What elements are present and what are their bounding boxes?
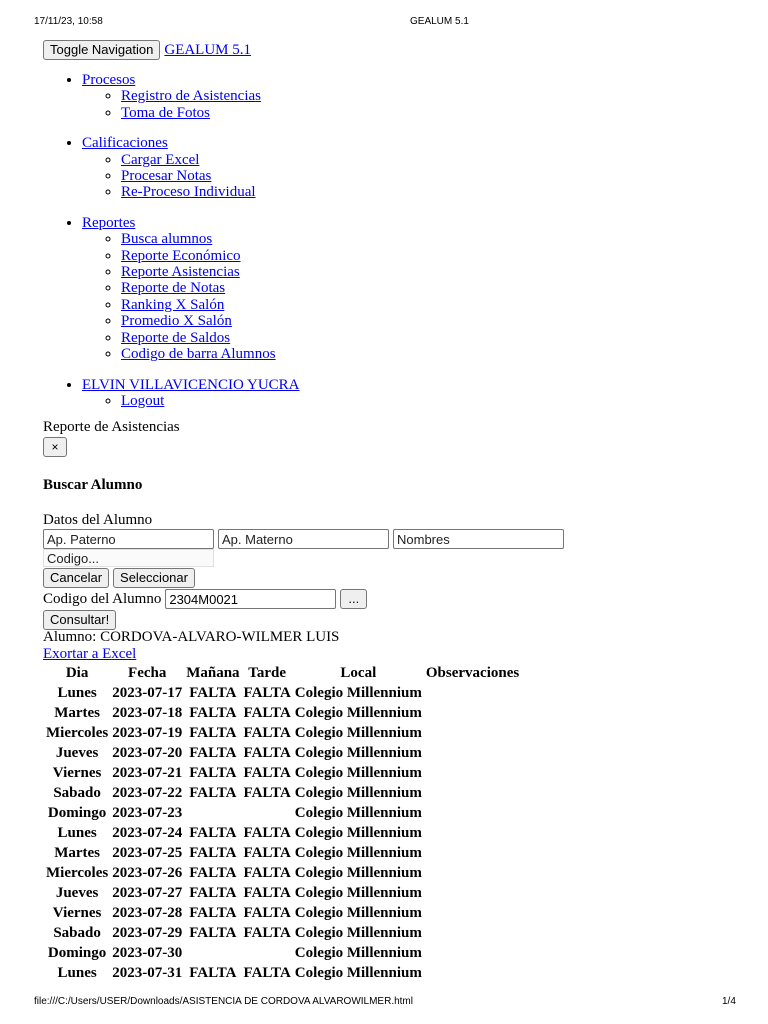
table-cell: Lunes (57, 964, 97, 981)
table-cell: FALTA (189, 864, 237, 881)
table-cell: Sabado (53, 784, 101, 801)
table-cell (184, 943, 241, 963)
table-cell: FALTA (243, 844, 291, 861)
table-row (44, 943, 521, 963)
table-cell: FALTA (243, 904, 291, 921)
column-header: Mañana (186, 664, 240, 681)
table-cell: Viernes (52, 904, 102, 921)
menu-item-cargar-excel[interactable]: Cargar Excel (121, 151, 200, 168)
table-cell: Colegio Millennium (294, 784, 422, 801)
menu-link-reportes[interactable]: Reportes (82, 214, 136, 231)
table-cell: Colegio Millennium (294, 804, 422, 821)
menu-item-promedio-salon[interactable]: Promedio X Salón (121, 313, 232, 330)
table-cell: Martes (54, 704, 100, 721)
menu-link-calificaciones[interactable]: Calificaciones (82, 135, 168, 152)
table-cell: Lunes (57, 684, 97, 701)
table-cell: FALTA (243, 764, 291, 781)
materno-input[interactable] (218, 529, 389, 549)
table-row (44, 743, 521, 763)
table-cell: 2023-07-20 (112, 744, 183, 761)
codigo-input[interactable] (165, 589, 336, 609)
menu-item-registro-asistencias[interactable]: Registro de Asistencias (121, 88, 261, 105)
table-cell (424, 863, 521, 883)
table-row (44, 823, 521, 843)
select-button[interactable]: Seleccionar (113, 568, 195, 588)
table-cell: Miercoles (46, 724, 109, 741)
table-row (44, 843, 521, 863)
menu-user (82, 377, 743, 410)
search-inputs (43, 529, 743, 549)
table-cell: 2023-07-28 (112, 904, 183, 921)
table-cell: Colegio Millennium (294, 964, 422, 981)
table-cell (242, 803, 293, 823)
table-cell (184, 803, 241, 823)
table-cell: 2023-07-22 (112, 784, 183, 801)
table-cell: Colegio Millennium (294, 924, 422, 941)
navbar (43, 40, 743, 60)
table-cell (424, 883, 521, 903)
submenu-reportes (82, 231, 743, 362)
more-button[interactable]: ... (340, 589, 367, 609)
page-content (43, 40, 743, 983)
submenu-calificaciones (82, 152, 743, 201)
table-cell: FALTA (189, 964, 237, 981)
menu-link-procesos[interactable]: Procesos (82, 72, 136, 88)
table-cell: Colegio Millennium (294, 824, 422, 841)
cancel-button[interactable]: Cancelar (43, 568, 109, 588)
menu-item-procesar-notas[interactable]: Procesar Notas (121, 168, 212, 185)
menu-item-reporte-economico[interactable]: Reporte Económico (121, 247, 241, 264)
table-cell: FALTA (243, 744, 291, 761)
table-cell (424, 923, 521, 943)
menu-calificaciones (82, 135, 743, 201)
table-cell: FALTA (243, 864, 291, 881)
menu-item-ranking-salon[interactable]: Ranking X Salón (121, 296, 225, 313)
close-button[interactable]: × (43, 437, 67, 457)
table-row (44, 683, 521, 703)
table-cell: 2023-07-21 (112, 764, 183, 781)
menu-item-toma-fotos[interactable]: Toma de Fotos (121, 104, 210, 121)
table-cell: Domingo (47, 944, 107, 961)
table-cell: 2023-07-25 (112, 844, 183, 861)
consultar-button[interactable]: Consultar! (43, 610, 116, 630)
table-cell (424, 783, 521, 803)
table-cell: Colegio Millennium (294, 744, 422, 761)
table-cell: FALTA (243, 684, 291, 701)
search-buttons (43, 568, 743, 588)
menu-item-logout[interactable]: Logout (121, 392, 165, 409)
table-cell (424, 703, 521, 723)
print-path: file:///C:/Users/USER/Downloads/ASISTENCIA DE CORDOVA ALVAROWILMER.html (34, 996, 413, 1007)
buscar-alumno-title: Buscar Alumno (43, 477, 143, 494)
table-cell: FALTA (189, 744, 237, 761)
column-header: Tarde (248, 664, 287, 681)
table-cell: 2023-07-29 (112, 924, 183, 941)
table-cell: 2023-07-23 (112, 804, 183, 821)
paterno-input[interactable] (43, 529, 214, 549)
table-cell: Colegio Millennium (294, 884, 422, 901)
table-cell: FALTA (189, 884, 237, 901)
table-row (44, 703, 521, 723)
table-cell: FALTA (189, 684, 237, 701)
toggle-navigation-button[interactable]: Toggle Navigation (43, 40, 160, 60)
table-cell (424, 723, 521, 743)
table-cell: Jueves (55, 744, 99, 761)
table-cell (424, 823, 521, 843)
submenu-user (82, 393, 743, 409)
table-cell: Colegio Millennium (294, 844, 422, 861)
table-cell: 2023-07-18 (112, 704, 183, 721)
table-cell: 2023-07-26 (112, 864, 183, 881)
table-cell: FALTA (243, 824, 291, 841)
column-header: Dia (65, 664, 89, 681)
table-cell (424, 903, 521, 923)
table-cell: 2023-07-30 (112, 944, 183, 961)
table-row (44, 723, 521, 743)
table-cell: Colegio Millennium (294, 684, 422, 701)
table-row (44, 923, 521, 943)
table-cell: Colegio Millennium (294, 764, 422, 781)
table-cell: FALTA (243, 884, 291, 901)
table-cell: Colegio Millennium (294, 724, 422, 741)
table-cell: FALTA (189, 824, 237, 841)
table-cell: 2023-07-27 (112, 884, 183, 901)
table-cell: FALTA (189, 904, 237, 921)
table-cell: Sabado (53, 924, 101, 941)
table-row (44, 883, 521, 903)
table-cell: Lunes (57, 824, 97, 841)
alumno-name: Alumno: CORDOVA-ALVARO-WILMER LUIS (43, 629, 340, 646)
table-cell (424, 803, 521, 823)
menu-item-reporte-asistencias[interactable]: Reporte Asistencias (121, 264, 240, 281)
main-menu (43, 72, 743, 409)
table-cell: Colegio Millennium (294, 864, 422, 881)
table-cell: 2023-07-24 (112, 824, 183, 841)
menu-item-codigo-barra[interactable]: Codigo de barra Alumnos (121, 346, 276, 363)
codigo-search-field[interactable]: Codigo... (43, 549, 214, 567)
table-cell: Jueves (55, 884, 99, 901)
menu-item-reporte-notas[interactable]: Reporte de Notas (121, 280, 226, 297)
table-row (44, 903, 521, 923)
table-cell: FALTA (243, 724, 291, 741)
menu-item-busca-alumnos[interactable]: Busca alumnos (121, 231, 213, 248)
table-row (44, 763, 521, 783)
table-cell: Viernes (52, 764, 102, 781)
print-page: 1/4 (722, 996, 736, 1007)
table-cell: FALTA (189, 844, 237, 861)
table-cell: FALTA (189, 724, 237, 741)
table-cell: FALTA (243, 924, 291, 941)
table-cell (424, 763, 521, 783)
datos-alumno-label: Datos del Alumno (43, 512, 153, 529)
table-cell: Miercoles (46, 864, 109, 881)
column-header: Fecha (128, 664, 167, 681)
menu-item-reproceso-individual[interactable]: Re-Proceso Individual (121, 184, 256, 201)
print-title: GEALUM 5.1 (410, 16, 469, 27)
page-title: Reporte de Asistencias (43, 419, 180, 436)
table-header-row (44, 663, 521, 683)
export-excel-link[interactable]: Exortar a Excel (43, 646, 137, 663)
table-cell: Colegio Millennium (294, 704, 422, 721)
table-cell (424, 683, 521, 703)
table-cell: FALTA (243, 784, 291, 801)
table-row (44, 963, 521, 983)
table-cell (424, 743, 521, 763)
table-cell (424, 843, 521, 863)
table-row (44, 863, 521, 883)
table-cell: Martes (54, 844, 100, 861)
submenu-procesos (82, 88, 743, 121)
menu-item-reporte-saldos[interactable]: Reporte de Saldos (121, 329, 231, 346)
menu-procesos (82, 72, 743, 121)
print-datetime: 17/11/23, 10:58 (34, 16, 103, 27)
menu-reportes (82, 215, 743, 363)
table-cell: FALTA (189, 784, 237, 801)
column-header: Observaciones (425, 664, 520, 681)
brand-link[interactable]: GEALUM 5.1 (164, 41, 252, 58)
table-row (44, 783, 521, 803)
table-cell: 2023-07-19 (112, 724, 183, 741)
table-body (44, 683, 521, 983)
attendance-table (44, 663, 521, 983)
table-cell: FALTA (189, 764, 237, 781)
codigo-row (43, 589, 743, 609)
codigo-label: Codigo del Alumno (43, 590, 162, 607)
column-header: Local (340, 664, 377, 681)
table-cell: Colegio Millennium (294, 944, 422, 961)
table-cell (242, 943, 293, 963)
table-cell: FALTA (189, 924, 237, 941)
menu-link-user[interactable]: ELVIN VILLAVICENCIO YUCRA (82, 376, 300, 393)
table-cell: Colegio Millennium (294, 904, 422, 921)
nombres-input[interactable] (393, 529, 564, 549)
table-cell: 2023-07-17 (112, 684, 183, 701)
table-cell: FALTA (243, 964, 291, 981)
table-cell: FALTA (243, 704, 291, 721)
table-cell: 2023-07-31 (112, 964, 183, 981)
table-cell (424, 963, 521, 983)
table-row (44, 803, 521, 823)
table-cell: FALTA (189, 704, 237, 721)
table-cell: Domingo (47, 804, 107, 821)
table-cell (424, 943, 521, 963)
